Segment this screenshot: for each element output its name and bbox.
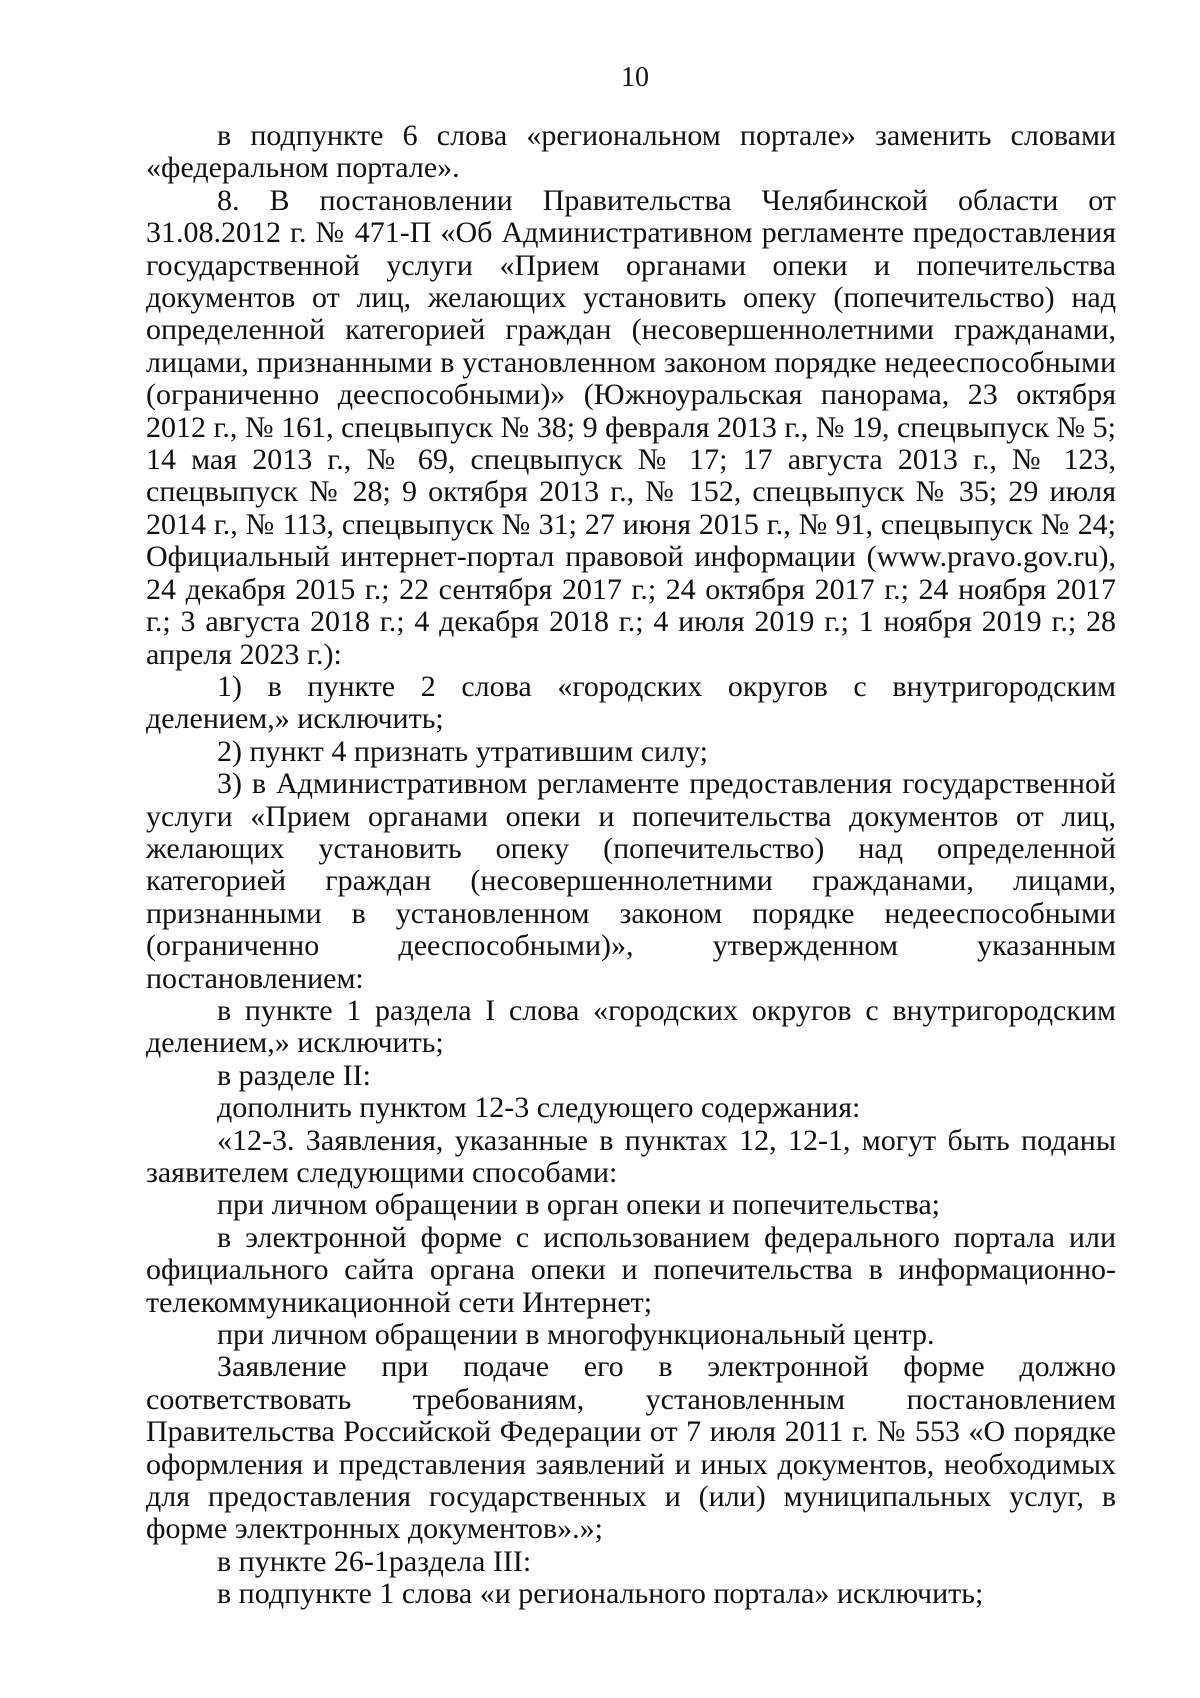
paragraph-2: 8. В постановлении Правительства Челябинской области от 31.08.2012 г. № 471-П «Об Административном регламенте предоставления государственной услуги «Прием органами опеки и попечительства документов от лиц, желающих установить опеку (попечительство) над определенной категорией граждан (несовершеннолетними гражданами, лицами, признанными в установленном законом порядке недееспособными (ограниченно дееспособными)» (Южноуральская панорама, 23 октября 2012 г., № 161, спецвыпуск № 38; 9 февраля 2013 г., № 19, спецвыпуск № 5; 14 мая 2013 г., № 69, спецвыпуск № 17; 17 августа 2013 г., № 123, спецвыпуск № 28; 9 октября 2013 г., № 152, спецвыпуск № 35; 29 июля 2014 г., № 113, спецвыпуск № 31; 27 июня 2015 г., № 91, спецвыпуск № 24; Официальный интернет-портал правовой информации (www.pravo.gov.ru), 24 декабря 2015 г.; 22 сентября 2017 г.; 24 октября 2017 г.; 24 ноября 2017 г.; 3 августа 2018 г.; 4 декабря 2018 г.; 4 июля 2019 г.; 1 ноября 2019 г.; 28 апреля 2023 г.): [146,183,1116,671]
document-body [146,120,1116,1611]
paragraph-4: 2) пункт 4 признать утратившим силу; [217,734,709,768]
paragraph-3: 1) в пункте 2 слова «городских округов с внутригородским делением,» исключить; [146,669,1116,736]
page-number: 10 [621,62,649,93]
paragraph-9: «12-3. Заявления, указанные в пунктах 12, 12-1, могут быть поданы заявителем следующими способами: [146,1123,1116,1189]
paragraph-11: в электронной форме с использованием федерального портала или официального сайта органа опеки и попечительства в информационно-телекоммуникационной сети Интернет; [146,1220,1116,1319]
paragraph-12: при личном обращении в многофункциональный центр. [217,1318,935,1352]
paragraph-6: в пункте 1 раздела I слова «городских округов с внутригородским делением,» исключить; [146,993,1116,1060]
paragraph-14: в пункте 26-1раздела III: [217,1544,532,1578]
paragraph-7: в разделе II: [217,1058,371,1092]
paragraph-10: при личном обращении в орган опеки и попечительства; [217,1188,940,1222]
paragraph-1: в подпункте 6 слова «региональном портале» заменить словами «федеральном портале». [146,119,1116,185]
paragraph-5: 3) в Административном регламенте предоставления государственной услуги «Прием органами опеки и попечительства документов от лиц, желающих установить опеку (попечительство) над определенной категорией граждан (несовершеннолетними гражданами, лицами, признанными в установленном законом порядке недееспособными (ограниченно дееспособными)», утвержденном указанным постановлением: [146,767,1116,995]
paragraph-8: дополнить пунктом 12-3 следующего содержания: [217,1091,861,1125]
paragraph-13: Заявление при подаче его в электронной форме должно соответствовать требованиям, установленным постановлением Правительства Российской Федерации от 7 июля 2011 г. № 553 «О порядке оформления и представления заявлений и иных документов, необходимых для предоставления государственных и (или) муниципальных услуг, в форме электронных документов».»; [146,1350,1116,1546]
paragraph-15: в подпункте 1 слова «и регионального портала» исключить; [217,1577,984,1611]
